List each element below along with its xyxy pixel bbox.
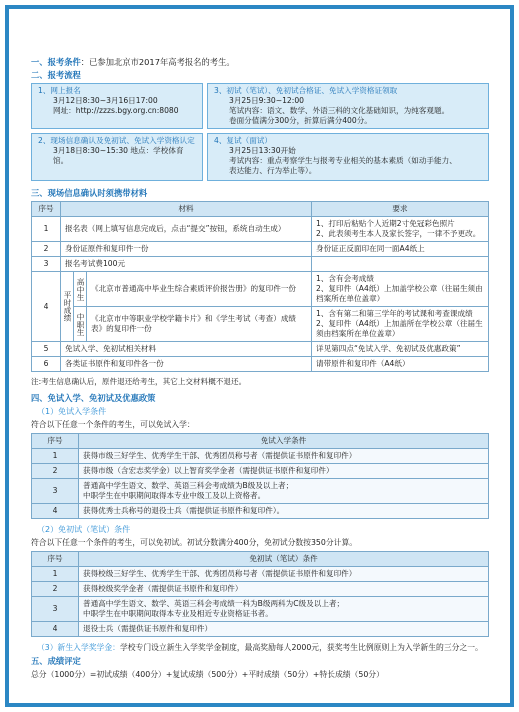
section-1	[31, 57, 489, 68]
step-1-date: 3月12日8:30~3月16日17:00	[53, 96, 158, 105]
table-row	[32, 357, 489, 372]
step-online-registration	[31, 83, 203, 129]
scholarship-subtitle: （3）新生入学奖学金：	[37, 643, 120, 652]
step-onsite-confirmation	[31, 133, 203, 181]
exempt-initial-subtitle: （2）免初试（笔试）条件	[37, 525, 131, 534]
row-requirement: 请带原件和复印件（A4纸）	[312, 357, 489, 372]
table-row	[32, 622, 489, 637]
col-requirement: 要求	[312, 202, 489, 217]
brochure-page	[5, 5, 514, 707]
row-no: 2	[32, 582, 79, 597]
step-3-title: 3、初试（笔试）、免初试合格证、免试入学资格证领取	[214, 86, 398, 95]
sub-label-highschool: 高中生	[76, 277, 85, 301]
table-row	[32, 449, 489, 464]
exempt-initial-table	[31, 551, 489, 637]
row-material: 身份证原件和复印件一份	[61, 242, 312, 257]
row-material: 免试入学、免初试相关材料	[61, 342, 312, 357]
group-label: 平时成绩	[63, 291, 72, 322]
row-condition: 普通高中学生语文、数学、英语三科会考成绩一科为B级两科为C级及以上者； 中职学生在中职期间取得本专业及相近专业资格证书者。	[79, 597, 489, 622]
section-3-title: 三、现场信息确认时须携带材料	[31, 188, 148, 198]
row-no: 4	[32, 272, 61, 342]
row-material: 《北京市普通高中毕业生综合素质评价报告册》的复印件一份	[87, 272, 312, 307]
row-no: 5	[32, 342, 61, 357]
exempt-admission-intro: 符合以下任意一个条件的考生，可以免试入学：	[31, 420, 195, 429]
row-no: 2	[32, 242, 61, 257]
sub-label-vocational: 中职生	[76, 312, 85, 336]
process-diagram	[31, 83, 489, 183]
row-condition: 获得市级（含宏志奖学金）以上智育奖学金者（需提供证书原件和复印件）	[79, 464, 489, 479]
step-4-date: 3月25日13:30开始	[229, 146, 296, 155]
step-written-exam	[207, 83, 489, 129]
step-4-content: 考试内容：重点考察学生与报考专业相关的基本素质（如动手能力、	[229, 156, 457, 165]
materials-table	[31, 201, 489, 372]
scholarship-text: 学校专门设立新生入学奖学金制度，最高奖励每人2000元，获奖考生比例原则上为入学新生的三分之一。	[119, 643, 483, 652]
row-requirement: 1、打印后粘贴个人近期2寸免冠彩色照片 2、此表须考生本人及家长签字，一律不予更改。	[312, 217, 489, 242]
row-requirement: 1、含有会考成绩 2、复印件（A4纸）上加盖学校公章（往届生须由档案所在单位盖章）	[312, 272, 489, 307]
table-row	[32, 307, 489, 342]
row-no: 3	[32, 479, 79, 504]
scholarship-line	[37, 642, 489, 653]
row-condition: 获得校级奖学金者（需提供证书原件和复印件）	[79, 582, 489, 597]
table-row	[32, 217, 489, 242]
step-3-score: 卷面分值满分300分，折算后满分400分。	[229, 116, 372, 125]
table-row	[32, 582, 489, 597]
table-row	[32, 567, 489, 582]
exempt-initial-intro: 符合以下任意一个条件的考生，可以免初试。初试分数满分400分，免初试分数按350分计算。	[31, 538, 358, 547]
col-no: 序号	[32, 202, 61, 217]
table-row	[32, 342, 489, 357]
row-material: 报名考试费100元	[61, 257, 312, 272]
row-condition: 获得优秀士兵称号的退役士兵（需提供证书原件和复印件）。	[79, 504, 489, 519]
score-formula: 总分（1000分）=初试成绩（400分）+复试成绩（500分）+平时成绩（50分）+特长成绩（50分）	[31, 670, 384, 679]
row-requirement: 身份证正反面印在同一面A4纸上	[312, 242, 489, 257]
col-material: 材料	[61, 202, 312, 217]
row-no: 3	[32, 257, 61, 272]
row-material: 《北京市中等职业学校学籍卡片》和《学生考试（考查）成绩表》的复印件一份	[87, 307, 312, 342]
row-no: 1	[32, 567, 79, 582]
row-no: 4	[32, 504, 79, 519]
section-5-title: 五、成绩评定	[31, 656, 81, 666]
row-material: 报名表（网上填写信息完成后，点击“提交”按钮，系统自动生成）	[61, 217, 312, 242]
col-no: 序号	[32, 552, 79, 567]
table-row	[32, 464, 489, 479]
step-4-title: 4、复试（面试）	[214, 136, 272, 145]
table-row	[32, 272, 489, 307]
row-no: 4	[32, 622, 79, 637]
row-requirement: 详见第四点“免试入学、免初试及优惠政策”	[312, 342, 489, 357]
col-condition: 免初试（笔试）条件	[79, 552, 489, 567]
row-no: 1	[32, 217, 61, 242]
row-condition: 普通高中学生语文、数学、英语三科会考成绩为B级及以上者； 中职学生在中职期间取得本专业中级工及以上资格者。	[79, 479, 489, 504]
col-condition: 免试入学条件	[79, 434, 489, 449]
table-row	[32, 504, 489, 519]
table-row	[32, 597, 489, 622]
section-2-title: 二、报考流程	[31, 70, 81, 80]
step-2-title: 2、现场信息确认及免初试、免试入学资格认定	[38, 136, 195, 145]
table-row	[32, 242, 489, 257]
section-4-title: 四、免试入学、免初试及优惠政策	[31, 393, 156, 403]
row-requirement	[312, 257, 489, 272]
section-1-title: 一、报考条件	[31, 57, 81, 67]
exempt-admission-subtitle: （1）免试入学条件	[37, 407, 107, 416]
row-requirement: 1、含有第二和第三学年的考试课和考查课成绩 2、复印件（A4纸）上加盖所在学校公章（往届生须由档案所在单位盖章）	[312, 307, 489, 342]
table-row	[32, 257, 489, 272]
content	[31, 57, 489, 683]
row-no: 2	[32, 464, 79, 479]
col-no: 序号	[32, 434, 79, 449]
step-1-title: 1、网上报名	[38, 86, 81, 95]
table-row	[32, 479, 489, 504]
row-no: 6	[32, 357, 61, 372]
row-condition: 获得校级三好学生、优秀学生干部、优秀团员称号者（需提供证书原件和复印件）	[79, 567, 489, 582]
row-material: 各类证书原件和复印件各一份	[61, 357, 312, 372]
row-no: 3	[32, 597, 79, 622]
row-condition: 退役士兵（需提供证书原件和复印件）	[79, 622, 489, 637]
step-4-content-cont: 表达能力、行为举止等）。	[229, 166, 317, 175]
step-2-detail: 3月18日8:30~15:30 地点：学校体育馆。	[53, 146, 184, 165]
row-condition: 获得市级三好学生、优秀学生干部、优秀团员称号者（需提供证书原件和复印件）	[79, 449, 489, 464]
materials-note: 注:考生信息确认后，原件退还给考生，其它上交材料概不退还。	[31, 377, 247, 386]
step-3-date: 3月25日9:30~12:00	[229, 96, 304, 105]
step-1-url: 网址：http://zzzs.bgy.org.cn:8080	[53, 106, 179, 115]
row-no: 1	[32, 449, 79, 464]
step-3-content: 笔试内容：语文、数学、外语三科的文化基础知识，为纯客观题。	[229, 106, 450, 115]
step-interview	[207, 133, 489, 181]
section-1-text: ：已参加北京市2017年高考报名的考生。	[80, 57, 235, 67]
exempt-admission-table	[31, 433, 489, 519]
